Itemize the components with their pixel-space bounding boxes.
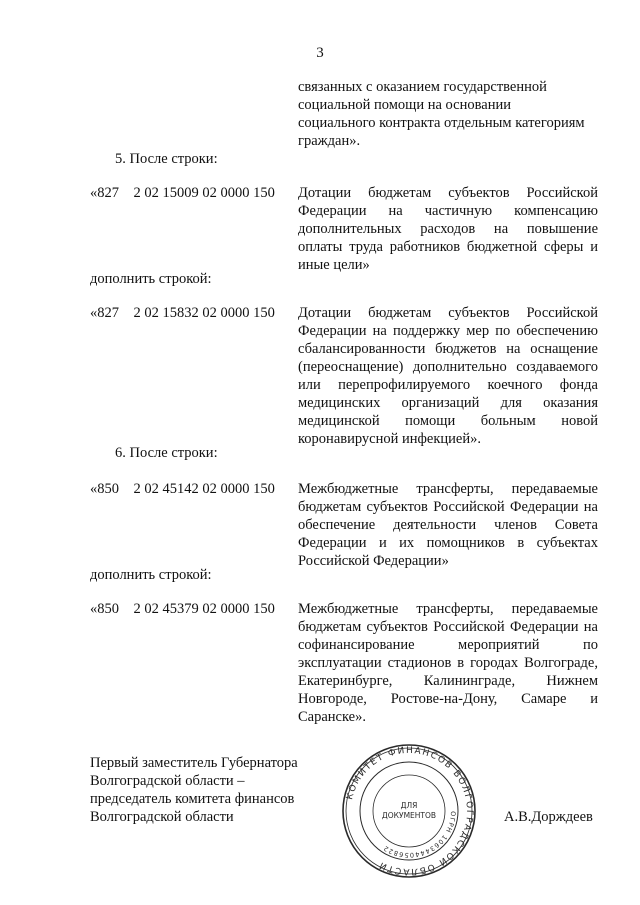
signatory-title-line-4: Волгоградской области [90,809,234,825]
supplement-label-2: дополнить строкой: [90,567,212,583]
signatory-title-line-1: Первый заместитель Губернатора [90,755,298,771]
top-fragment-line-1: связанных с оказанием государственной [298,79,547,95]
signatory-title-line-3: председатель комитета финансов [90,791,295,807]
row-4-code: «850 2 02 45379 02 0000 150 [90,601,275,617]
row-3-description: Межбюджетные трансферты, передаваемые бюджетам субъектов Российской Федерации на обеспечение деятельности членов Совета Федерации и их помощников в субъектах Российской Федерации» [298,481,598,569]
seal-ogrn-text: ОГРН 1063444056822 [381,810,458,860]
signatory-name: А.В.Дорждеев [504,809,593,825]
seal-center-line-2: ДОКУМЕНТОВ [381,811,437,820]
row-1-description: Дотации бюджетам субъектов Российской Федерации на частичную компенсацию дополнительных расходов на повышение оплаты труда работников бюджетной сферы и иные цели» [298,185,598,273]
official-seal [340,742,478,880]
signatory-title-line-2: Волгоградской области – [90,773,245,789]
top-fragment-line-2: социальной помощи на основании [298,97,511,113]
row-3-code: «850 2 02 45142 02 0000 150 [90,481,275,497]
signatory-title [90,754,350,826]
row-4-description: Межбюджетные трансферты, передаваемые бюджетам субъектов Российской Федерации на софинансирование мероприятий по эксплуатации стадионов в городах Волгограде, Екатеринбурге, Калининграде, Нижнем Новгороде, Ростове-на-Дону, Самаре и Саранске». [298,601,598,725]
item-6-label: 6. После строки: [115,445,218,461]
supplement-label-1: дополнить строкой: [90,271,212,287]
top-fragment-line-3: социального контракта отдельным категориям [298,115,585,131]
top-fragment-line-4: граждан». [298,133,361,149]
seal-outer-text: КОМИТЕТ ФИНАНСОВ ВОЛГОГРАДСКОЙ ОБЛАСТИ [345,745,475,877]
item-5-label: 5. После строки: [115,151,218,167]
row-2-code: «827 2 02 15832 02 0000 150 [90,305,275,321]
seal-center-line-1: ДЛЯ [400,801,418,810]
row-2-description: Дотации бюджетам субъектов Российской Федерации на поддержку мер по обеспечению сбалансированности бюджетов на оснащение (переоснащение) дополнительно создаваемого или перепрофилируемого коечного фонда медицинских организаций для оказания медицинской помощи больным новой коронавирусной инфекцией». [298,305,598,447]
page-number: 3 [316,45,324,61]
row-1-code: «827 2 02 15009 02 0000 150 [90,185,275,201]
